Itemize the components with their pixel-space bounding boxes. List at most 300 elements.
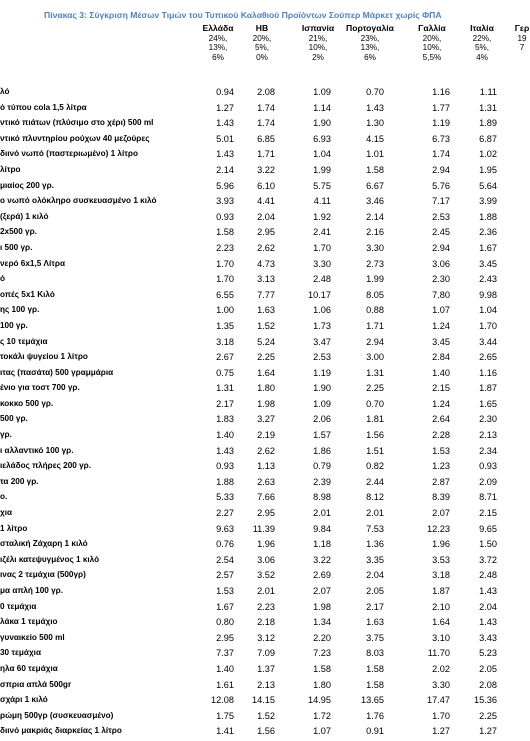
- price-cell: 0.94: [216, 87, 234, 97]
- price-cell: 2.39: [313, 476, 331, 487]
- price-cell: 2.23: [216, 242, 234, 253]
- price-cell: 7.17: [432, 196, 450, 207]
- price-cell: 1.51: [366, 445, 384, 456]
- price-cell: 2.25: [366, 383, 384, 394]
- price-cell: 17.47: [427, 695, 450, 706]
- price-cell: 3.72: [479, 554, 497, 565]
- price-cell: 2.65: [479, 352, 497, 363]
- price-cell: 3.22: [313, 554, 331, 565]
- price-cell: 3.27: [257, 414, 275, 425]
- price-cell: 3.06: [257, 554, 275, 565]
- price-cell: 2.84: [432, 352, 450, 363]
- price-cell: 2.95: [216, 632, 234, 643]
- product-label: ι αλλαντικό 100 γρ.: [0, 445, 74, 455]
- price-cell: 2.63: [257, 476, 275, 487]
- table-row: [0, 180, 530, 196]
- price-cell: 8.12: [366, 492, 384, 503]
- price-cell: 2.15: [479, 508, 497, 519]
- price-cell: 1.83: [216, 414, 234, 425]
- product-label: λό: [0, 87, 10, 96]
- table-row: [0, 445, 530, 461]
- table-row: [0, 663, 530, 679]
- price-cell: 2.41: [313, 227, 331, 238]
- price-cell: 0.79: [313, 461, 331, 472]
- price-cell: 0.76: [216, 539, 234, 550]
- column-header-vat-rate: 13%,: [208, 43, 228, 52]
- price-cell: 8.98: [313, 492, 331, 503]
- product-label: ης 100 γρ.: [0, 305, 40, 315]
- price-cell: 2.16: [366, 227, 384, 238]
- price-cell: 3.44: [479, 336, 497, 347]
- price-cell: 4.11: [313, 196, 331, 207]
- price-cell: 0.82: [366, 461, 384, 472]
- price-cell: 2.69: [313, 570, 331, 581]
- price-cell: 3.99: [479, 196, 497, 207]
- price-cell: 8.39: [432, 492, 450, 503]
- table-row: [0, 507, 530, 523]
- column-header-country: ΗΒ: [255, 23, 269, 33]
- product-label: ηλα 60 τεμάχια: [0, 663, 58, 673]
- price-cell: 1.40: [216, 663, 234, 674]
- price-cell: 2.23: [257, 601, 275, 612]
- table-row: [0, 117, 530, 133]
- price-cell: 12.23: [427, 523, 450, 534]
- price-cell: 1.58: [366, 679, 384, 690]
- table-row: [0, 258, 530, 274]
- column-header-vat-rate: [492, 53, 530, 63]
- price-cell: 2.13: [257, 679, 275, 690]
- price-cell: 1.02: [479, 149, 497, 160]
- price-cell: 1.13: [257, 461, 275, 472]
- table-row: [0, 382, 530, 398]
- table-row: [0, 585, 530, 601]
- price-cell: 2.04: [366, 570, 384, 581]
- column-header: [340, 24, 400, 62]
- price-cell: 5.23: [479, 648, 497, 659]
- column-header-vat-rate: 6%: [364, 52, 376, 62]
- price-cell: 2.10: [432, 601, 450, 612]
- price-cell: 2.73: [366, 258, 384, 269]
- price-cell: 0.75: [216, 367, 234, 378]
- price-cell: 2.20: [313, 632, 331, 643]
- price-cell: 2.67: [216, 352, 234, 363]
- price-cell: 1.27: [216, 102, 234, 113]
- price-cell: 2.62: [257, 242, 275, 253]
- price-cell: 1.09: [313, 87, 331, 97]
- price-cell: 1.07: [432, 305, 450, 316]
- price-cell: 1.81: [366, 414, 384, 425]
- price-cell: 1.43: [366, 102, 384, 113]
- table-row: [0, 725, 530, 741]
- price-cell: 11.70: [427, 648, 450, 659]
- price-cell: 1.19: [432, 118, 450, 129]
- price-cell: 1.76: [366, 710, 384, 721]
- price-cell: 1.99: [366, 274, 384, 285]
- price-cell: 1.63: [257, 305, 275, 316]
- price-cell: 1.06: [313, 305, 331, 316]
- product-label: σταλική Ζάχαρη 1 κιλό: [0, 539, 88, 549]
- price-cell: 1.31: [366, 367, 384, 378]
- price-cell: 1.14: [313, 102, 331, 113]
- price-cell: 2.08: [479, 679, 497, 690]
- price-cell: 2.43: [479, 274, 497, 285]
- price-cell: 2.95: [257, 227, 275, 238]
- product-label: ινας 2 τεμάχια (500γρ): [0, 570, 86, 580]
- column-header-vat-rate: 4%: [476, 52, 488, 62]
- price-cell: 1.58: [216, 227, 234, 238]
- product-label: διινό μακριάς διαρκείας 1 λίτρο: [0, 726, 122, 736]
- price-cell: 3.30: [366, 242, 384, 253]
- price-cell: 1.98: [257, 398, 275, 409]
- price-cell: 1.57: [313, 430, 331, 441]
- column-header-country: Ισπανία: [301, 23, 335, 33]
- column-header-country: Γερ: [514, 23, 530, 33]
- column-header-vat-rate: 5%,: [254, 43, 270, 52]
- price-cell: 5.64: [479, 180, 497, 191]
- column-header-vat-rate: 2%: [312, 52, 324, 62]
- price-cell: 5.96: [216, 180, 234, 191]
- product-label: 1 λίτρο: [0, 523, 28, 533]
- price-cell: 7.23: [313, 648, 331, 659]
- column-header-vat-rate: 22%,: [472, 33, 492, 43]
- product-label: 500 γρ.: [0, 414, 28, 424]
- table-row: [0, 86, 530, 102]
- product-label: λίτρο: [0, 164, 21, 174]
- product-label: ιτας (πασάτα) 500 γραμμάρια: [0, 367, 114, 377]
- price-cell: 8.05: [366, 289, 384, 300]
- price-cell: 2.14: [216, 164, 234, 175]
- price-cell: 3.53: [432, 554, 450, 565]
- price-cell: 2.17: [216, 398, 234, 409]
- product-label: λάκα 1 τεμάχιο: [0, 617, 58, 627]
- price-cell: 0.93: [216, 211, 234, 222]
- price-cell: 5.76: [432, 180, 450, 191]
- price-cell: 1.70: [313, 242, 331, 253]
- product-label: ντικό πλυντηρίου ρούχων 40 μεζούρες: [0, 133, 150, 143]
- column-header: [492, 24, 530, 62]
- price-cell: 3.47: [313, 336, 331, 347]
- price-cell: 3.10: [432, 632, 450, 643]
- price-cell: 2.15: [432, 383, 450, 394]
- column-header: [288, 24, 348, 62]
- price-cell: 3.30: [313, 258, 331, 269]
- price-cell: 1.80: [257, 383, 275, 394]
- price-cell: 2.04: [479, 601, 497, 612]
- price-cell: 1.88: [479, 211, 497, 222]
- product-label: ντικό πιάτων (πλύσιμο στο χέρι) 500 ml: [0, 118, 154, 128]
- column-header-vat-rate: 24%,: [208, 33, 228, 43]
- table-row: [0, 289, 530, 305]
- price-cell: 1.09: [313, 398, 331, 409]
- price-cell: 1.04: [479, 305, 497, 316]
- price-cell: 1.30: [366, 118, 384, 129]
- price-cell: 2.44: [366, 476, 384, 487]
- price-cell: 1.72: [313, 710, 331, 721]
- price-cell: 3.45: [479, 258, 497, 269]
- price-cell: 1.63: [366, 617, 384, 628]
- price-cell: 1.70: [216, 274, 234, 285]
- price-cell: 15.36: [474, 695, 497, 706]
- price-cell: 1.11: [479, 87, 497, 97]
- price-cell: 1.04: [313, 149, 331, 160]
- price-cell: 1.74: [257, 102, 275, 113]
- price-cell: 1.52: [257, 320, 275, 331]
- price-cell: 3.35: [366, 554, 384, 565]
- price-cell: 6.67: [366, 180, 384, 191]
- price-cell: 1.36: [366, 539, 384, 550]
- price-cell: 1.64: [257, 367, 275, 378]
- price-cell: 1.43: [216, 149, 234, 160]
- price-cell: 1.43: [216, 445, 234, 456]
- price-cell: 1.40: [216, 430, 234, 441]
- price-cell: 3.75: [366, 632, 384, 643]
- column-header-vat-rate: 20%,: [252, 33, 272, 43]
- price-cell: 2.94: [432, 164, 450, 175]
- price-cell: 2.48: [313, 274, 331, 285]
- price-cell: 2.04: [257, 211, 275, 222]
- price-cell: 1.58: [366, 164, 384, 175]
- price-cell: 2.08: [257, 87, 275, 97]
- column-header-vat-rate: 21%,: [308, 33, 328, 43]
- price-table: [0, 86, 530, 741]
- price-cell: 0.70: [366, 398, 384, 409]
- price-cell: 2.17: [366, 601, 384, 612]
- price-cell: 1.71: [366, 320, 384, 331]
- price-cell: 5.24: [257, 336, 275, 347]
- price-cell: 3.13: [257, 274, 275, 285]
- price-cell: 2.25: [479, 710, 497, 721]
- price-cell: 2.64: [432, 414, 450, 425]
- column-header-vat-rate: 6%: [212, 52, 224, 62]
- price-cell: 2.05: [479, 663, 497, 674]
- column-header-vat-rate: 10%,: [422, 43, 442, 52]
- table-row: [0, 226, 530, 242]
- price-cell: 6.55: [216, 289, 234, 300]
- table-row: [0, 398, 530, 414]
- product-label: (ξερά) 1 κιλό: [0, 211, 49, 221]
- table-row: [0, 304, 530, 320]
- price-cell: 12.08: [211, 695, 234, 706]
- price-cell: 0.70: [366, 87, 384, 97]
- price-cell: 2.14: [366, 211, 384, 222]
- table-row: [0, 413, 530, 429]
- price-cell: 10.17: [308, 289, 331, 300]
- table-title: Πίνακας 3: Σύγκριση Μέσων Τιμών του Τυπικού Καλαθιού Προϊόντων Σούπερ Μάρκετ χωρίς ΦΠΑ: [44, 10, 442, 20]
- price-cell: 1.27: [479, 726, 497, 737]
- price-cell: 2.87: [432, 476, 450, 487]
- column-header-vat-rate: 13%,: [360, 43, 380, 52]
- price-cell: 6.73: [432, 133, 450, 144]
- price-cell: 2.01: [257, 586, 275, 596]
- price-cell: 1.80: [313, 679, 331, 690]
- table-row: [0, 538, 530, 554]
- column-header-country: Πορτογαλία: [346, 23, 394, 33]
- table-row: [0, 647, 530, 663]
- price-cell: 9.84: [313, 523, 331, 534]
- product-label: ένιο για τοστ 700 γρ.: [0, 383, 80, 393]
- price-cell: 1.74: [432, 149, 450, 160]
- product-label: νερό 6x1,5 Λίτρα: [0, 258, 66, 268]
- price-cell: 2.18: [257, 617, 275, 628]
- price-cell: 2.28: [432, 430, 450, 441]
- price-cell: 1.74: [257, 118, 275, 129]
- price-cell: 2.53: [432, 211, 450, 222]
- product-label: ιζέλι κατεψυγμένος 1 κιλό: [0, 554, 100, 564]
- price-cell: 1.86: [313, 445, 331, 456]
- price-cell: 2.27: [216, 508, 234, 519]
- product-label: διινό νωπό (παστεριωμένο) 1 λίτρο: [0, 149, 138, 159]
- price-cell: 1.27: [432, 726, 450, 737]
- table-row: [0, 694, 530, 710]
- price-cell: 2.13: [479, 430, 497, 441]
- price-cell: 11.39: [252, 523, 275, 534]
- price-cell: 1.77: [432, 102, 450, 113]
- product-label: χια: [0, 508, 13, 518]
- price-cell: 3.18: [216, 336, 234, 347]
- price-cell: 1.50: [479, 539, 497, 550]
- product-label: ιελάδος πλήρες 200 γρ.: [0, 461, 91, 471]
- price-cell: 1.98: [313, 601, 331, 612]
- price-cell: 1.01: [366, 149, 384, 160]
- price-cell: 5.01: [216, 133, 234, 144]
- price-cell: 1.52: [257, 710, 275, 721]
- table-row: [0, 320, 530, 336]
- price-cell: 8.71: [479, 492, 497, 503]
- price-cell: 14.95: [308, 695, 331, 706]
- table-row: [0, 616, 530, 632]
- price-cell: 0.93: [479, 461, 497, 472]
- price-cell: 1.37: [257, 663, 275, 674]
- price-cell: 1.07: [313, 726, 331, 737]
- price-cell: 7.53: [366, 523, 384, 534]
- price-cell: 14.15: [252, 695, 275, 706]
- price-cell: 1.35: [216, 320, 234, 331]
- table-row: [0, 491, 530, 507]
- price-cell: 3.46: [366, 196, 384, 207]
- price-cell: 1.24: [432, 320, 450, 331]
- price-cell: 2.94: [366, 336, 384, 347]
- price-cell: 3.30: [432, 679, 450, 690]
- price-cell: 1.90: [313, 118, 331, 129]
- price-cell: 1.89: [479, 118, 497, 129]
- price-cell: 1.16: [432, 87, 450, 97]
- price-cell: 1.65: [479, 398, 497, 409]
- table-row: [0, 476, 530, 492]
- table-row: [0, 710, 530, 726]
- price-cell: 1.64: [432, 617, 450, 628]
- price-cell: 4.41: [257, 196, 275, 207]
- column-header-row: [0, 24, 530, 86]
- table-row: [0, 569, 530, 585]
- price-cell: 2.30: [479, 414, 497, 425]
- price-cell: 7.80: [432, 289, 450, 300]
- price-cell: 2.01: [313, 508, 331, 519]
- price-cell: 1.40: [432, 367, 450, 378]
- product-label: ο.: [0, 492, 8, 502]
- price-cell: 1.67: [479, 242, 497, 253]
- price-cell: 7.37: [216, 648, 234, 659]
- price-cell: 6.10: [257, 180, 275, 191]
- price-cell: 2.06: [313, 414, 331, 425]
- price-cell: 5.33: [216, 492, 234, 503]
- price-cell: 0.88: [366, 305, 384, 316]
- price-cell: 3.12: [257, 632, 275, 643]
- price-cell: 1.58: [313, 663, 331, 674]
- price-cell: 8.03: [366, 648, 384, 659]
- table-row: [0, 367, 530, 383]
- column-header-vat-rate: 23%,: [360, 33, 380, 43]
- price-cell: 2.01: [366, 508, 384, 519]
- price-cell: 2.48: [479, 570, 497, 581]
- price-cell: 1.75: [216, 710, 234, 721]
- table-row: [0, 429, 530, 445]
- price-cell: 7.77: [257, 289, 275, 300]
- table-row: [0, 148, 530, 164]
- column-header-vat-rate: 5%,: [474, 43, 490, 52]
- product-label: 0 τεμάχια: [0, 601, 37, 611]
- price-cell: 1.31: [216, 383, 234, 394]
- price-cell: 1.31: [479, 102, 497, 113]
- price-cell: 1.00: [216, 305, 234, 316]
- column-header-vat-rate: 10%,: [308, 43, 328, 52]
- price-cell: 1.70: [479, 320, 497, 331]
- product-label: ρώμη 500γρ (συσκευασμένο): [0, 710, 114, 720]
- price-cell: 3.52: [257, 570, 275, 581]
- price-cell: 3.22: [257, 164, 275, 175]
- price-cell: 9.98: [479, 289, 497, 300]
- product-label: ο νωπό ολόκληρο συσκευασμένο 1 κιλό: [0, 196, 157, 206]
- table-row: [0, 336, 530, 352]
- price-cell: 2.05: [366, 586, 384, 596]
- table-row: [0, 211, 530, 227]
- column-header: [232, 24, 292, 62]
- table-row: [0, 460, 530, 476]
- price-cell: 1.96: [432, 539, 450, 550]
- table-row: [0, 242, 530, 258]
- table-row: [0, 195, 530, 211]
- price-cell: 9.65: [479, 523, 497, 534]
- column-header-country: Γαλλία: [418, 23, 446, 33]
- price-cell: 2.95: [257, 508, 275, 519]
- price-cell: 1.92: [313, 211, 331, 222]
- price-cell: 1.96: [257, 539, 275, 550]
- price-cell: 2.53: [313, 352, 331, 363]
- price-cell: 2.07: [313, 586, 331, 596]
- table-row: [0, 273, 530, 289]
- table-row: [0, 523, 530, 539]
- table-row: [0, 554, 530, 570]
- price-cell: 2.94: [432, 242, 450, 253]
- price-cell: 1.23: [432, 461, 450, 472]
- table-row: [0, 102, 530, 118]
- product-label: ό τύπου cola 1,5 λίτρα: [0, 102, 87, 112]
- price-cell: 6.85: [257, 133, 275, 144]
- product-label: ς 10 τεμάχια: [0, 336, 48, 346]
- price-cell: 1.99: [313, 164, 331, 175]
- price-cell: 1.56: [366, 430, 384, 441]
- price-cell: 1.58: [366, 663, 384, 674]
- price-cell: 1.87: [479, 383, 497, 394]
- price-cell: 1.71: [257, 149, 275, 160]
- product-label: σπρια απλά 500gr: [0, 679, 72, 689]
- price-cell: 1.87: [432, 586, 450, 596]
- price-cell: 1.67: [216, 601, 234, 612]
- column-header-country: Ιταλία: [470, 23, 494, 33]
- price-cell: 2.19: [257, 430, 275, 441]
- price-cell: 1.95: [479, 164, 497, 175]
- price-cell: 4.73: [257, 258, 275, 269]
- price-cell: 1.34: [313, 617, 331, 628]
